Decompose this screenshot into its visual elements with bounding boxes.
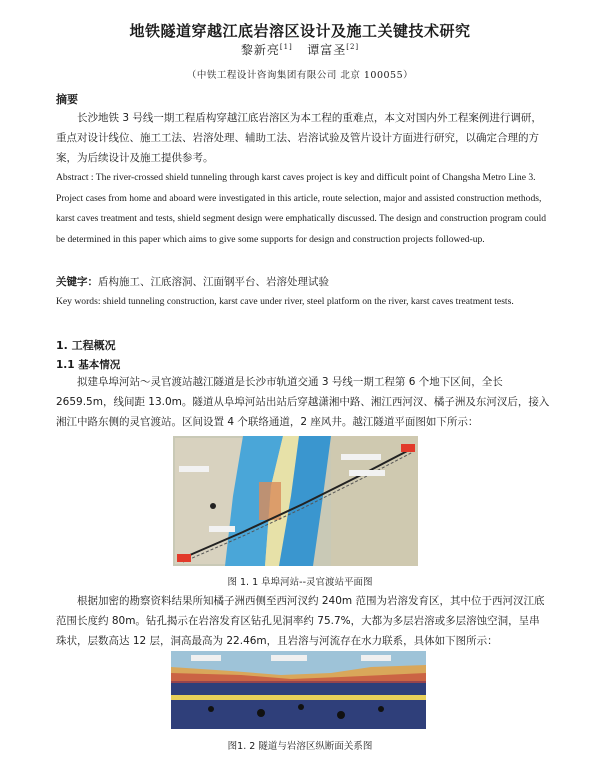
abstract-cn: 长沙地铁 3 号线一期工程盾构穿越江底岩溶区为本工程的重难点，本文对国内外工程案例进行调研，重点对设计线位、施工工法、岩溶处理、辅助工法、岩溶试验及管片设计方面进行研究，以确定合理的方案，为后续设计及施工提供参考。 — [56, 112, 542, 164]
section-label-box-1 — [191, 655, 221, 661]
map-station-west — [177, 554, 191, 562]
map-shaft-icon — [210, 503, 216, 509]
map-label-box-3 — [179, 466, 209, 472]
map-station-east — [401, 444, 415, 452]
figure-1-caption: 图 1. 1 阜埠河站--灵官渡站平面图 — [227, 577, 373, 588]
author-1-ref: [1] — [279, 43, 293, 51]
section-1-heading: 1. 工程概况 — [56, 339, 116, 352]
section-tunnel-band — [171, 695, 426, 700]
figure-1-plan-map — [173, 436, 418, 566]
section-label-box-3 — [361, 655, 391, 661]
map-label-box-1 — [341, 454, 381, 460]
section-cave-1 — [208, 706, 214, 712]
author-2: 谭富圣 — [307, 43, 347, 57]
authors — [0, 41, 600, 58]
keywords-cn — [56, 274, 550, 289]
section-1-1-heading: 1.1 基本情况 — [56, 359, 121, 371]
figure-2-caption: 图1. 2 隧道与岩溶区纵断面关系图 — [227, 741, 373, 752]
section-cave-3 — [298, 704, 304, 710]
section-rock-layer — [171, 681, 426, 729]
paper-title: 地铁隧道穿越江底岩溶区设计及施工关键技术研究 — [129, 22, 471, 40]
body-paragraph-1: 拟建阜埠河站～灵官渡站越江隧道是长沙市轨道交通 3 号线一期工程第 6 个地下区间，全长 2659.5m，线间距 13.0m。隧道从阜埠河站出站后穿越潇湘中路、湘江西河汊、橘子洲及东河汊后，接入湘江中路东侧的灵官渡站。区间设置 4 个联络通道，2 座风井。越江隧道平面图如下所示： — [56, 376, 550, 428]
section-label-box-2 — [271, 655, 307, 661]
map-label-box-4 — [209, 526, 235, 532]
figure-2-section-profile — [171, 651, 426, 729]
author-1: 黎新亮 — [240, 43, 280, 57]
affiliation: （中铁工程设计咨询集团有限公司 北京 100055） — [186, 70, 414, 81]
map-label-box-2 — [349, 470, 385, 476]
map-karst-zone — [259, 482, 281, 520]
body-paragraph-2: 根据加密的勘察资料结果所知橘子洲西侧至西河汊约 240m 范围为岩溶发育区，其中位于西河汊江底范围长度约 80m。钻孔揭示在岩溶发育区钻孔见洞率约 75.7%，大都为多层岩溶或多层溶蚀空洞，呈串珠状，层数高达 12 层，洞高最高为 22.46m，且岩溶与河流存在水力联系，具体如下图所示： — [56, 595, 545, 647]
abstract-heading: 摘要 — [56, 93, 78, 106]
keywords-en: Key words: shield tunneling construction, karst cave under river, steel platform on the river, karst caves treatment tests. — [56, 296, 514, 307]
section-cave-4 — [337, 711, 345, 719]
section-cave-5 — [378, 706, 384, 712]
abstract-en: Abstract : The river-crossed shield tunneling through karst caves project is key and difficult point of Changsha Metro Line 3. Project cases from home and aboard were investigated in this article, route selection, major and assisted construction methods, karst caves treatment and tests, shield segment design were emphatically discussed. The design and construction program could be determined in this paper which aims to give some supports for design and construction projects followed-up. — [56, 172, 547, 245]
keywords-label: 关键字： — [56, 276, 98, 288]
author-2-ref: [2] — [346, 43, 360, 51]
section-cave-2 — [257, 709, 265, 717]
keywords-cn-text: 盾构施工、江底溶洞、江面钢平台、岩溶处理试验 — [98, 276, 329, 288]
